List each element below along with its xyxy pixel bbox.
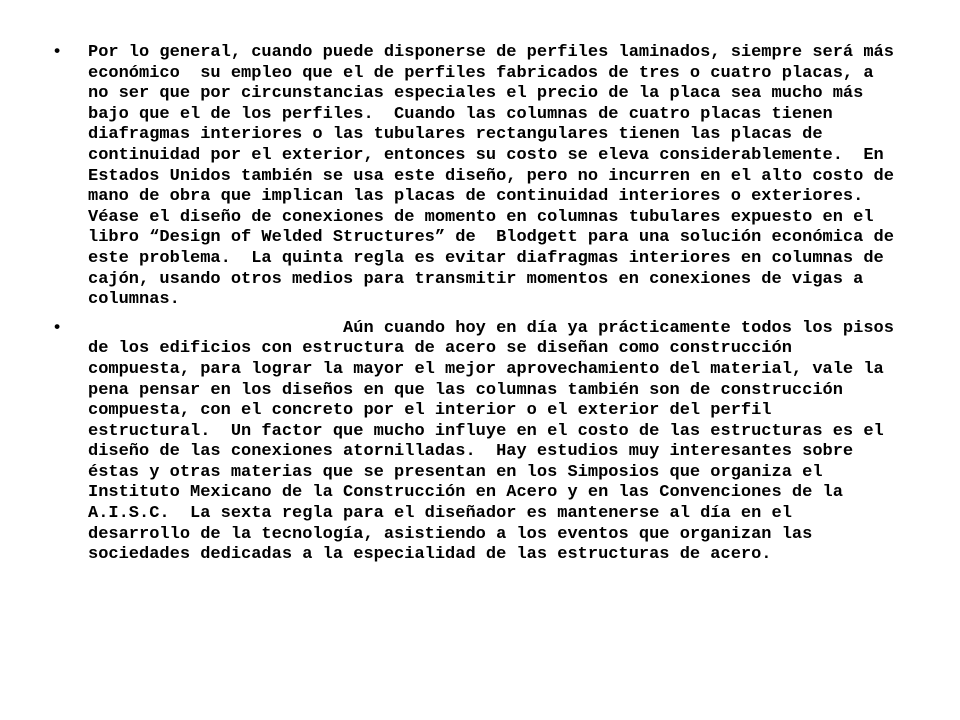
bullet-list (52, 43, 905, 574)
bullet-text: Por lo general, cuando puede disponerse de perfiles laminados, siempre será más económico su empleo que el de perfiles fabricados de tres o cuatro placas, a no ser que por circunstancias especiales el precio de la placa sea mucho más bajo que el de los perfiles. Cuando las columnas de cuatro placas tienen diafragmas interiores o las tubulares rectangulares tienen las placas de continuidad por el exterior, entonces su costo se eleva considerablemente. En Estados Unidos también se usa este diseño, pero no incurren en el alto costo de mano de obra que implican las placas de continuidad interiores o exteriores. Véase el diseño de conexiones de momento en columnas tubulares expuesto en el libro “Design of Welded Structures” de Blodgett para una solución económica de este problema. La quinta regla es evitar diafragmas interiores en columnas de cajón, usando otros medios para transmitir momentos en conexiones de vigas a columnas. (88, 43, 905, 310)
bullet-marker: • (52, 318, 63, 338)
bullet-item-rule-six (52, 318, 905, 566)
bullet-item-rule-five (52, 43, 905, 311)
bullet-text: Aún cuando hoy en día ya prácticamente todos los pisos de los edificios con estructura de acero se diseñan como construcción compuesta, para lograr la mayor el mejor aprovechamiento del material, vale la pena pensar en los diseños en que las columnas también son de construcción compuesta, con el concreto por el interior o el exterior del perfil estructural. Un factor que mucho influye en el costo de las estructuras es el diseño de las conexiones atornilladas. Hay estudios muy interesantes sobre éstas y otras materias que se presentan en los Simposios que organiza el Instituto Mexicano de la Construcción en Acero y en las Convenciones de la A.I.S.C. La sexta regla para el diseñador es mantenerse al día en el desarrollo de la tecnología, asistiendo a los eventos que organizan las sociedades dedicadas a la especialidad de las estructuras de acero. (88, 318, 905, 565)
bullet-marker: • (52, 43, 63, 62)
